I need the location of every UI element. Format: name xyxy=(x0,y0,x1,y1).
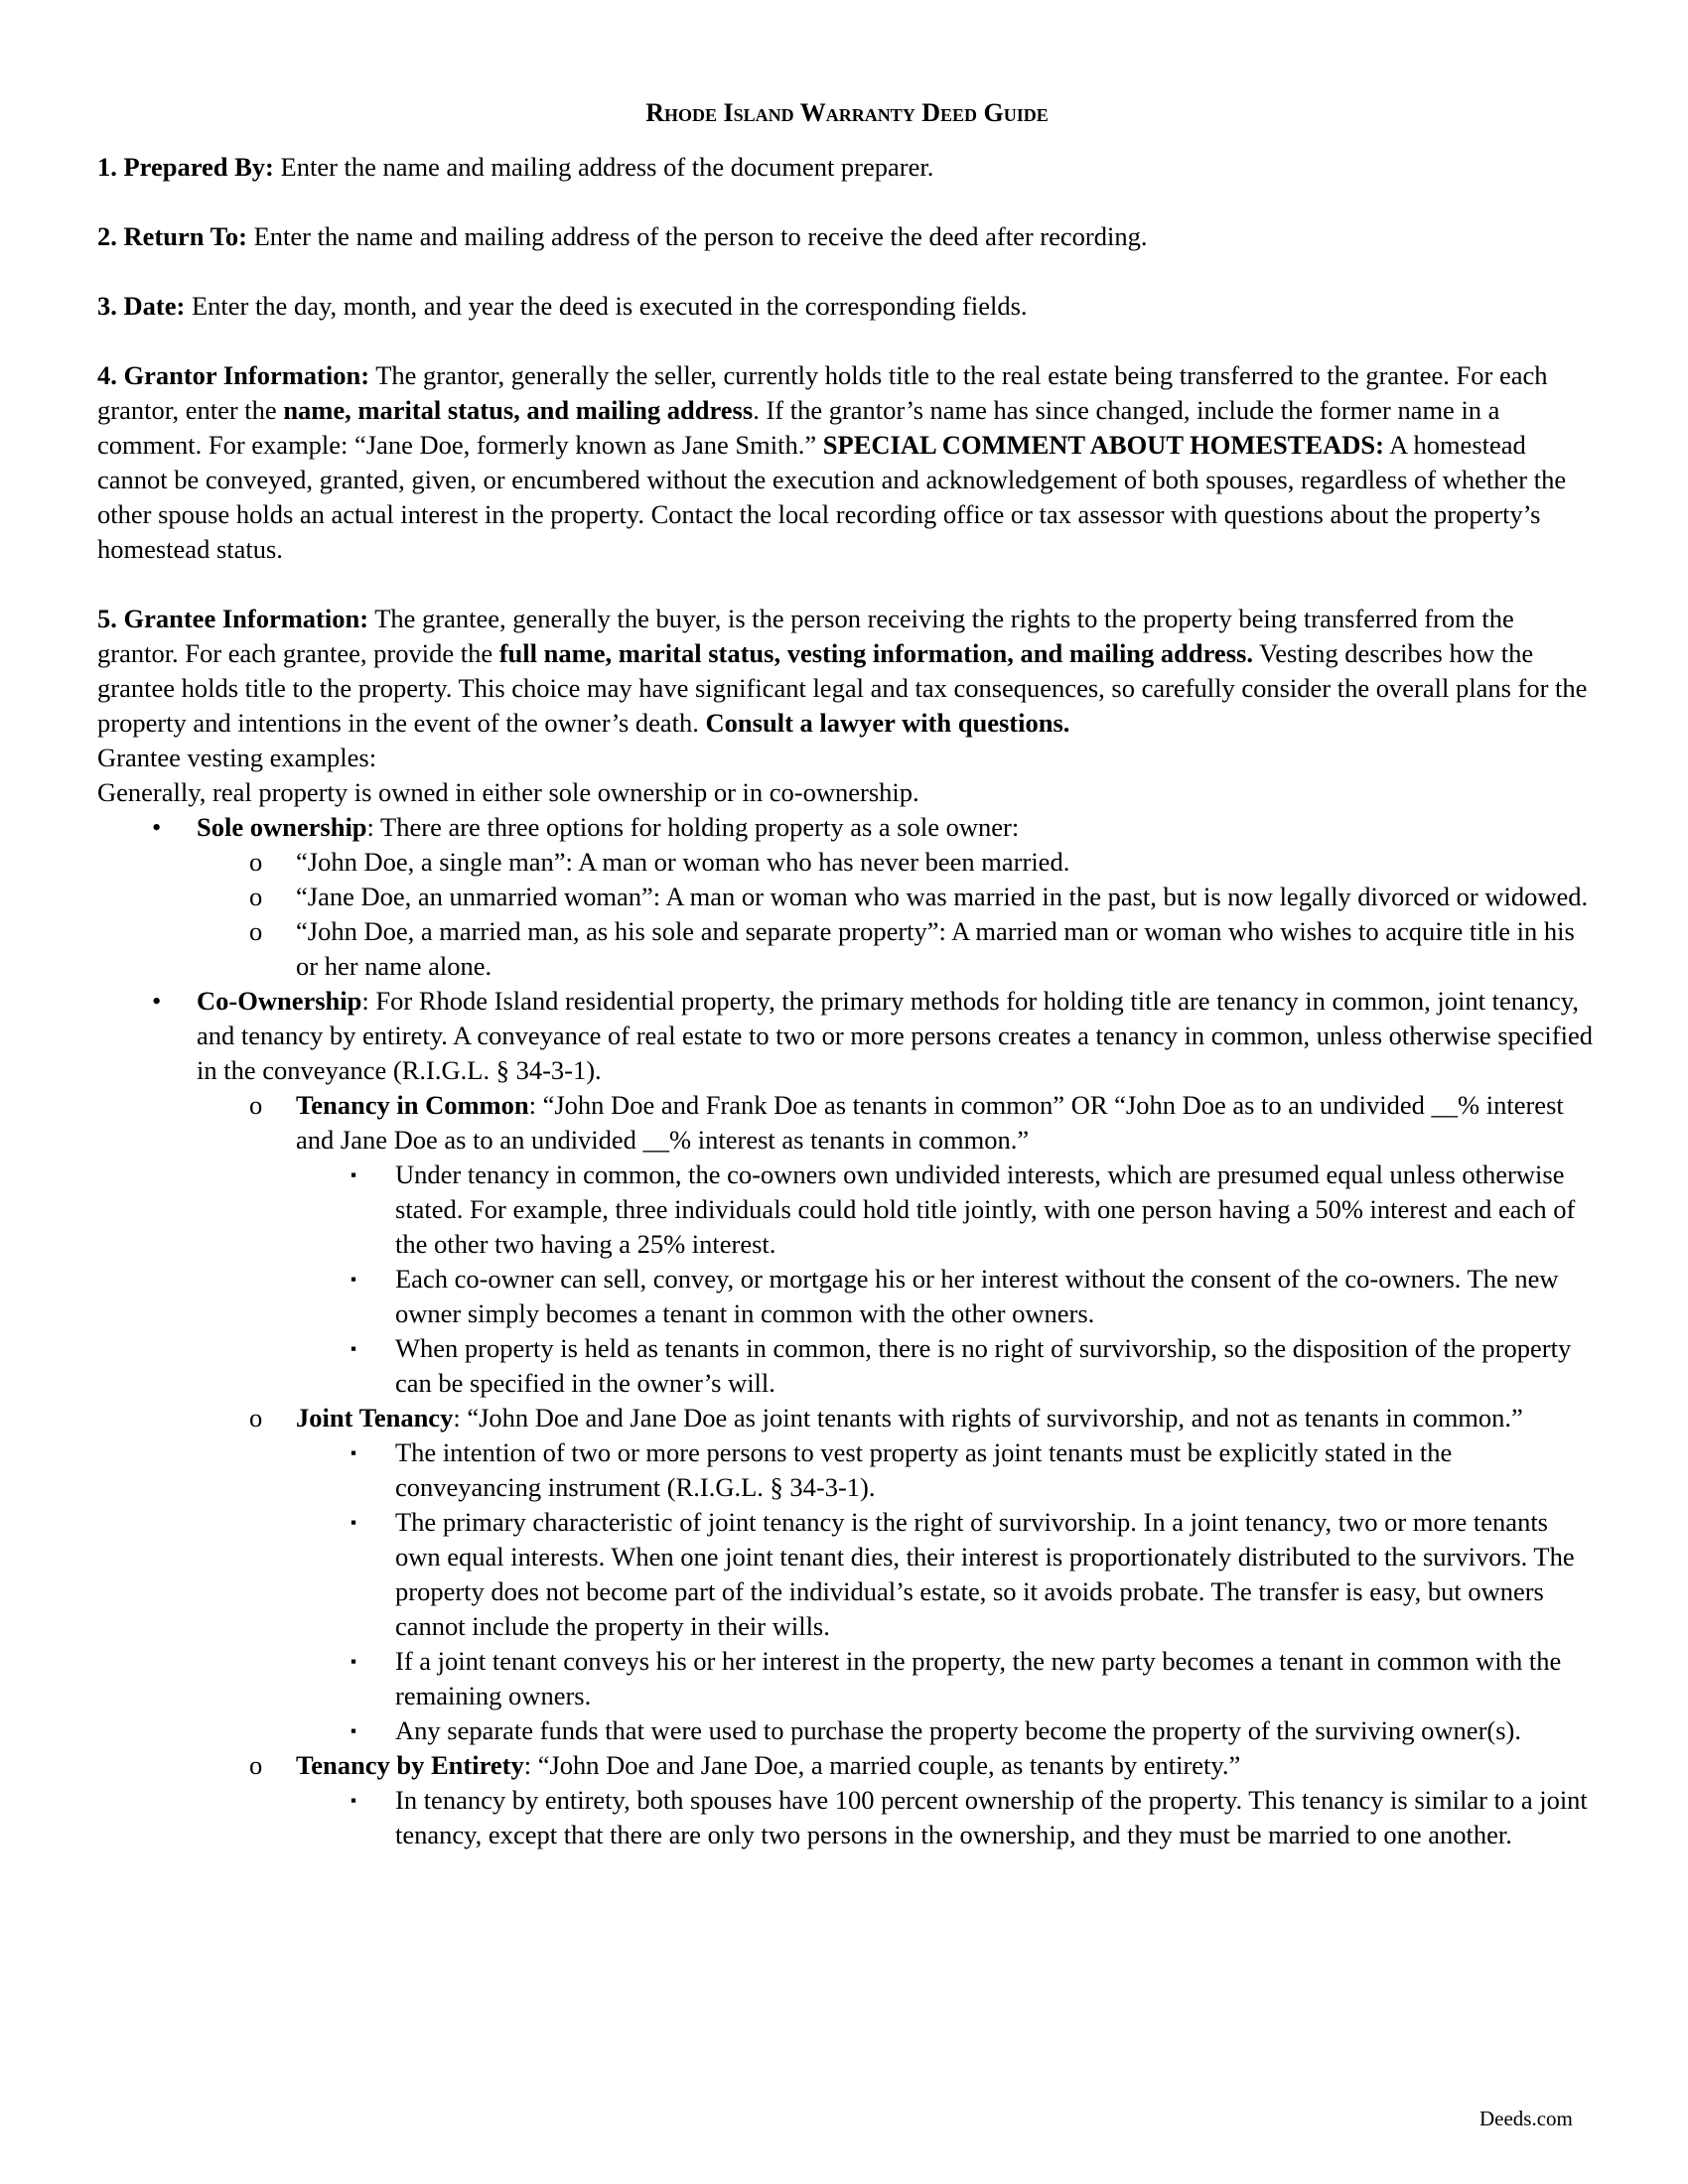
page-title: Rhode Island Warranty Deed Guide xyxy=(645,98,1049,127)
section-prepared-by xyxy=(97,150,1597,185)
section-label: 1. Prepared By: xyxy=(97,152,274,182)
square-marker: ▪ xyxy=(351,1652,357,1671)
square-marker: ▪ xyxy=(351,1721,357,1740)
ownership-intro: Generally, real property is owned in either sole ownership or in co-ownership. xyxy=(97,777,919,807)
bullet-marker: • xyxy=(152,812,162,842)
section-text: Enter the name and mailing address of the document preparer. xyxy=(273,152,934,182)
circle-marker: o xyxy=(249,882,263,911)
section-text: Enter the name and mailing address of the person to receive the deed after recording. xyxy=(246,221,1148,251)
list-item: ▪ The intention of two or more persons to vest property as joint tenants must be explicitly stated in the conveyancing instrument (R.I.G.L. § 34-3-1). xyxy=(351,1437,1453,1502)
section-label: 3. Date: xyxy=(97,291,186,321)
section-label: 5. Grantee Information: xyxy=(97,604,369,633)
document-page xyxy=(97,95,1597,1852)
list-item-label: Joint Tenancy xyxy=(296,1403,454,1433)
circle-marker: o xyxy=(249,847,263,877)
list-item-joint-tenancy: o Joint Tenancy: “John Doe and Jane Doe as joint tenants with rights of survivorship, and not as tenants in common.” xyxy=(97,1401,1597,1435)
square-marker: ▪ xyxy=(351,1791,357,1810)
list-item-label: Tenancy by Entirety xyxy=(296,1750,524,1780)
list-item: ▪ If a joint tenant conveys his or her interest in the property, the new party becomes a tenant in common with the remaining owners. xyxy=(351,1646,1562,1710)
circle-marker: o xyxy=(249,916,263,946)
footer-brand: Deeds.com xyxy=(1479,2107,1573,2130)
circle-marker: o xyxy=(249,1403,263,1433)
bullet-marker: • xyxy=(152,986,162,1016)
list-item-tenancy-in-common: o Tenancy in Common: “John Doe and Frank Doe as tenants in common” OR “John Doe as to an undivided __% interest and Jane Doe as to an undivided __% interest as tenants in common.” xyxy=(249,1090,1564,1155)
list-item: ▪ Under tenancy in common, the co-owners own undivided interests, which are presumed equal unless otherwise stated. For example, three individuals could hold title jointly, with one person having a 50% interest and each of the other two having a 25% interest. xyxy=(351,1160,1576,1259)
square-marker: ▪ xyxy=(351,1513,357,1532)
vesting-examples-heading: Grantee vesting examples: xyxy=(97,743,377,772)
list-item-label: Sole ownership xyxy=(197,812,367,842)
list-item-label: Co-Ownership xyxy=(197,986,362,1016)
section-return-to xyxy=(97,219,1597,254)
section-label: 2. Return To: xyxy=(97,221,247,251)
list-item-tenancy-by-entirety: o Tenancy by Entirety: “John Doe and Jane Doe, a married couple, as tenants by entirety.” xyxy=(97,1748,1597,1783)
list-item: o “John Doe, a single man”: A man or woman who has never been married. xyxy=(97,845,1597,880)
square-marker: ▪ xyxy=(351,1443,357,1462)
circle-marker: o xyxy=(249,1090,263,1120)
list-item: o “John Doe, a married man, as his sole and separate property”: A married man or woman who wishes to acquire title in his or her name alone. xyxy=(249,916,1575,981)
section-text: Enter the day, month, and year the deed is executed in the corresponding fields. xyxy=(185,291,1028,321)
section-date xyxy=(97,289,1597,324)
list-item: ▪ When property is held as tenants in common, there is no right of survivorship, so the disposition of the property can be specified in the owner’s will. xyxy=(351,1333,1572,1398)
circle-marker: o xyxy=(249,1750,263,1780)
list-item: ▪ Each co-owner can sell, convey, or mortgage his or her interest without the consent of the co-owners. The new owner simply becomes a tenant in common with the other owners. xyxy=(351,1264,1559,1328)
list-item: o “Jane Doe, an unmarried woman”: A man or woman who was married in the past, but is now legally divorced or widowed. xyxy=(97,880,1597,914)
list-item-co-ownership: • Co-Ownership: For Rhode Island residential property, the primary methods for holding title are tenancy in common, joint tenancy, and tenancy by entirety. A conveyance of real estate to two or more persons creates a tenancy in common, unless otherwise specified in the conveyance (R.I.G.L. § 34-3-1). xyxy=(152,986,1593,1085)
section-label: 4. Grantor Information: xyxy=(97,360,370,390)
square-marker: ▪ xyxy=(351,1270,357,1289)
section-grantor-information: 4. Grantor Information: The grantor, generally the seller, currently holds title to the real estate being transferred to the grantee. For each grantor, enter the name, marital status, and mailing address. If the grantor’s name has since changed, include the former name in a comment. For example: “Jane Doe, formerly known as Jane Smith.” SPECIAL COMMENT ABOUT HOMESTEADS: A homestead cannot be conveyed, granted, given, or encumbered without the execution and acknowledgement of both spouses, regardless of whether the other spouse holds an actual interest in the property. Contact the local recording office or tax assessor with questions about the property’s homestead status. xyxy=(97,360,1567,564)
list-item: ▪ The primary characteristic of joint tenancy is the right of survivorship. In a joint tenancy, two or more tenants own equal interests. When one joint tenant dies, their interest is proportionately distributed to the survivors. The property does not become part of the individual’s estate, so it avoids probate. The transfer is easy, but owners cannot include the property in their wills. xyxy=(351,1507,1575,1641)
list-item: ▪ In tenancy by entirety, both spouses have 100 percent ownership of the property. This tenancy is similar to a joint tenancy, except that there are only two persons in the ownership, and they must be married to one another. xyxy=(351,1785,1588,1849)
square-marker: ▪ xyxy=(351,1339,357,1358)
list-item-label: Tenancy in Common xyxy=(296,1090,529,1120)
section-grantee-information: 5. Grantee Information: The grantee, generally the buyer, is the person receiving the rights to the property being transferred from the grantor. For each grantee, provide the full name, marital status, vesting information, and mailing address. Vesting describes how the grantee holds title to the property. This choice may have significant legal and tax consequences, so carefully consider the overall plans for the property and intentions in the event of the owner’s death. Consult a lawyer with questions. xyxy=(97,604,1588,738)
square-marker: ▪ xyxy=(351,1165,357,1184)
list-item: ▪ Any separate funds that were used to purchase the property become the property of the surviving owner(s). xyxy=(97,1713,1597,1748)
list-item-sole-ownership: • Sole ownership: There are three options for holding property as a sole owner: xyxy=(97,810,1597,845)
